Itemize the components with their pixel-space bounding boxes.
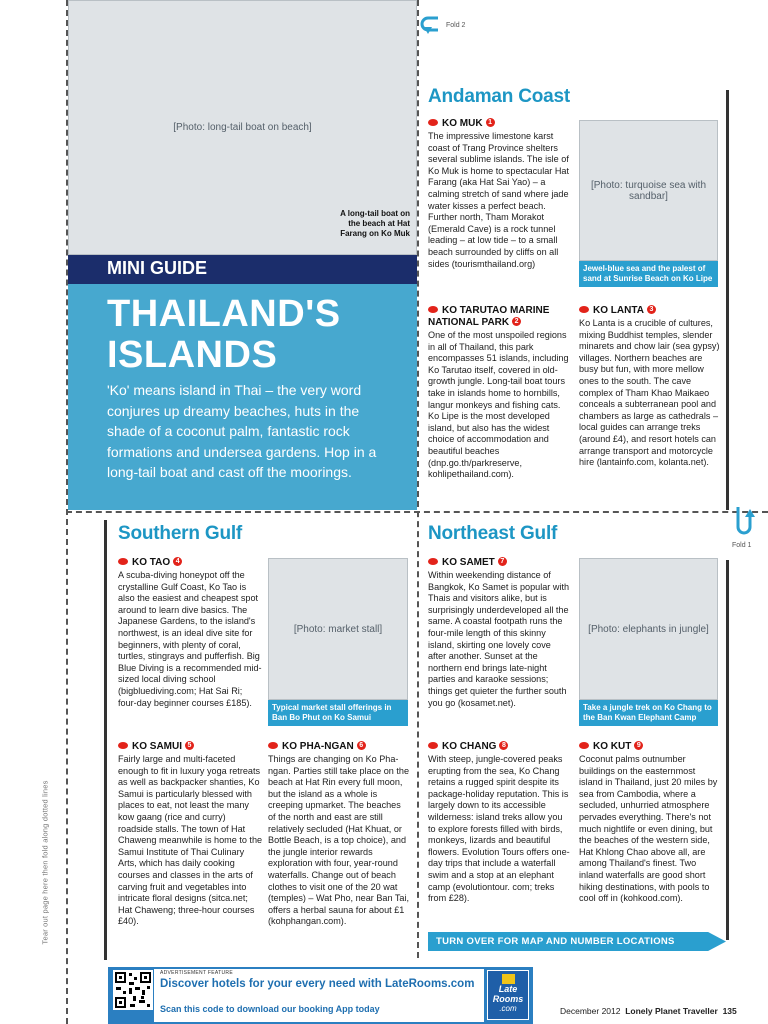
andaman-coast-heading: Andaman Coast	[428, 86, 571, 107]
ko-kut-text: Coconut palms outnumber buildings on the easternmost island in Thailand, just 20 miles by sea from Cambodia, where a secluded, unhurried atmosphere pervades everything. There's not much nightlife or even dining, but the beaches of the western side, Hat Khlong Chao above all, are among Thailand's finest. Two inland waterfalls are good short hiking destinations, with pools to cool off in (kohkood.com).	[579, 754, 718, 904]
logo-text-late: Late	[498, 984, 518, 994]
page-title-line1: THAILAND'S	[107, 293, 341, 335]
ko-kut-heading: KO KUT 9	[579, 741, 643, 753]
hero-photo: [Photo: long-tail boat on beach]	[68, 0, 417, 255]
fold-arrow-icon	[734, 503, 756, 546]
ad-feature-label: ADVERTISEMENT FEATURE	[160, 970, 233, 976]
ko-lanta-text: Ko Lanta is a crucible of cultures, mixing Buddhist temples, slender minarets and chow lair (sea gypsy) villages. Northern beaches are busy but fun, with more mellow ones to the south. The cave complex of Tham Khao Maikaeo conceals a subterranean pool and chambers as large as cathedrals – local guides can arrange treks (around £4), and resort hotels can arrange transport and motorcycle hire (lantainfo.com, kolanta.net).	[579, 318, 720, 468]
fold-2-label: Fold 2	[446, 22, 466, 29]
number-badge: 9	[634, 741, 643, 750]
right-edge-line-lower	[726, 560, 729, 940]
page-number: 135	[722, 1006, 737, 1016]
middle-fold-line	[66, 511, 768, 513]
qr-code-icon[interactable]	[113, 970, 153, 1010]
turn-over-label: TURN OVER FOR MAP AND NUMBER LOCATIONS	[436, 936, 675, 947]
eye-icon	[579, 742, 589, 749]
eye-icon	[428, 306, 438, 313]
ko-lanta-heading: KO LANTA 3	[579, 305, 656, 317]
ko-samet-heading: KO SAMET 7	[428, 557, 507, 569]
number-badge: 5	[185, 741, 194, 750]
mini-guide-label: MINI GUIDE	[107, 258, 208, 278]
laterooms-logo[interactable]	[487, 970, 529, 1020]
ko-samet-text: Within weekending distance of Bangkok, Ko Samet is popular with Thais and visitors alike, but is surprisingly underdeveloped all the same. A coastal footpath runs the four-mile length of this skinny island, skirting one lovely cove after another. Sunset at the northern end brings late-night parties and karaoke sessions; things get quieter the further south you go (kosamet.net).	[428, 570, 570, 708]
ko-phangan-text: Things are changing on Ko Pha-ngan. Parties still take place on the beach at Hat Rin every full moon, but the island as a whole is creeping upmarket. The beaches of the north and east are still relatively secluded (Hat Khuat, or Bottle Beach, is a top choice), and the jungle interior rewards exploration with four, year-round waterfalls. Change out of beach clothes to visit one of the 20 wat (temples) – Wat Pho, near Ban Tai, offers a herbal sauna for about £1 (kohphangan.com).	[268, 754, 410, 927]
left-edge-line	[104, 520, 107, 960]
tear-instruction: Tear out page here then fold along dotted lines	[40, 780, 50, 945]
number-badge: 6	[357, 741, 366, 750]
number-badge: 8	[499, 741, 508, 750]
northeast-gulf-heading: Northeast Gulf	[428, 523, 558, 544]
hero-caption: A long-tail boat on the beach at Hat Farang on Ko Muk	[340, 209, 410, 238]
ad-subline: Scan this code to download our booking App today	[160, 1004, 380, 1014]
ko-muk-text: The impressive limestone karst coast of Trang Province shelters several sublime islands. The isle of Ko Muk is home to spectacular Hat Farang (aka Hat Sai Yao) – a calming stretch of sand where jade water kisses a perfect beach. Further north, Tham Morakot (Emerald Cave) is a rock tunnel leading – at low tide – to a small beach surrounded by cliffs on all sides (tourismthailand.org)	[428, 131, 570, 269]
logo-text-com: .com	[499, 1004, 517, 1013]
fold-arrow-icon	[420, 14, 442, 43]
number-badge: 4	[173, 557, 182, 566]
ko-tarutao-heading: KO TARUTAO MARINE NATIONAL PARK 2	[428, 305, 550, 328]
ko-tao-heading: KO TAO 4	[118, 557, 182, 569]
eye-icon	[579, 306, 589, 313]
footer-magazine: Lonely Planet Traveller	[625, 1006, 718, 1016]
ko-phangan-heading: KO PHA-NGAN 6	[268, 741, 366, 753]
eye-icon	[268, 742, 278, 749]
elephant-caption: Take a jungle trek on Ko Chang to the Ban Kwan Elephant Camp	[579, 700, 718, 726]
market-photo: [Photo: market stall]	[268, 558, 408, 700]
number-badge: 1	[486, 118, 495, 127]
eye-icon	[428, 558, 438, 565]
ko-chang-heading: KO CHANG 8	[428, 741, 508, 753]
eye-icon	[118, 558, 128, 565]
number-badge: 3	[647, 305, 656, 314]
ko-muk-heading: KO MUK 1	[428, 118, 495, 130]
center-fold-line	[417, 0, 419, 958]
logo-text-rooms: Rooms	[492, 994, 524, 1004]
eye-icon	[118, 742, 128, 749]
logo-mark	[502, 974, 515, 984]
lipe-caption: Jewel-blue sea and the palest of sand at Sunrise Beach on Ko Lipe	[579, 261, 718, 287]
page-title-line2: ISLANDS	[107, 334, 278, 376]
intro-text: 'Ko' means island in Thai – the very word conjures up dreamy beaches, huts in the shade of a coconut palm, fantastic rock formations and undersea gardens. Hop in a long-tail boat and cast off the moorings.	[107, 382, 377, 480]
ko-tao-text: A scuba-diving honeypot off the crystalline Gulf Coast, Ko Tao is also the easiest and cheapest spot around to learn dive basics. The Japanese Gardens, to the island's northwest, is an ideal dive site for beginners, with plenty of coral, turtles, stingrays and pufferfish. Big Blue Diving is a recommended mid-sized local diving school (bigbluediving.com; Hat Sai Ri; four-day beginner courses £185).	[118, 570, 262, 708]
number-badge: 2	[512, 317, 521, 326]
southern-gulf-heading: Southern Gulf	[118, 523, 243, 544]
number-badge: 7	[498, 557, 507, 566]
ad-headline[interactable]: Discover hotels for your every need with LateRooms.com	[160, 978, 475, 990]
eye-icon	[428, 119, 438, 126]
ko-samui-heading: KO SAMUI 5	[118, 741, 194, 753]
elephant-photo: [Photo: elephants in jungle]	[579, 558, 718, 700]
lipe-photo: [Photo: turquoise sea with sandbar]	[579, 120, 718, 261]
ko-samui-text: Fairly large and multi-faceted enough to fit in luxury yoga retreats as well as backpacker shanties, Ko Samui is particularly blessed with places to eat, not least the many kow gaang (rice and curry) roadside stalls. The town of Hat Chaweng meanwhile is home to the Samui Institute of Thai Culinary Arts, which has daily cooking courses and classes in the arts of carving fruit and vegetables into intricate floral designs (sitca.net; Hat Chaweng; three-hour courses £40).	[118, 754, 263, 927]
page-footer	[560, 1006, 737, 1016]
ad-content-box	[154, 969, 484, 1022]
fold-1-label: Fold 1	[732, 542, 752, 549]
ko-chang-text: With steep, jungle-covered peaks erupting from the sea, Ko Chang retains a rugged spirit despite its package-holiday reputation. This is largely down to its accessible wilderness: island treks allow you to explore forests filled with birds, monkeys, lizards and beautiful flowers. Evolution Tours offers one-day trips that include a waterfall swim and a stop at an elephant camp (evolutiontour. com; treks from £28).	[428, 754, 570, 904]
ko-tarutao-text: One of the most unspoiled regions in all of Thailand, this park encompasses 51 islands, including Ko Tarutao itself, covered in old-growth jungle. Long-tail boat tours take in islands home to hornbills, langur monkeys and fishing cats. Ko Lipe is the most developed island, but also has the widest choice of accommodation and beautiful beaches (dnp.go.th/parkreserve, kohlipethailand.com).	[428, 330, 569, 480]
eye-icon	[428, 742, 438, 749]
market-caption: Typical market stall offerings in Ban Bo Phut on Ko Samui	[268, 700, 408, 726]
footer-date: December 2012	[560, 1006, 621, 1016]
right-edge-line	[726, 90, 729, 510]
